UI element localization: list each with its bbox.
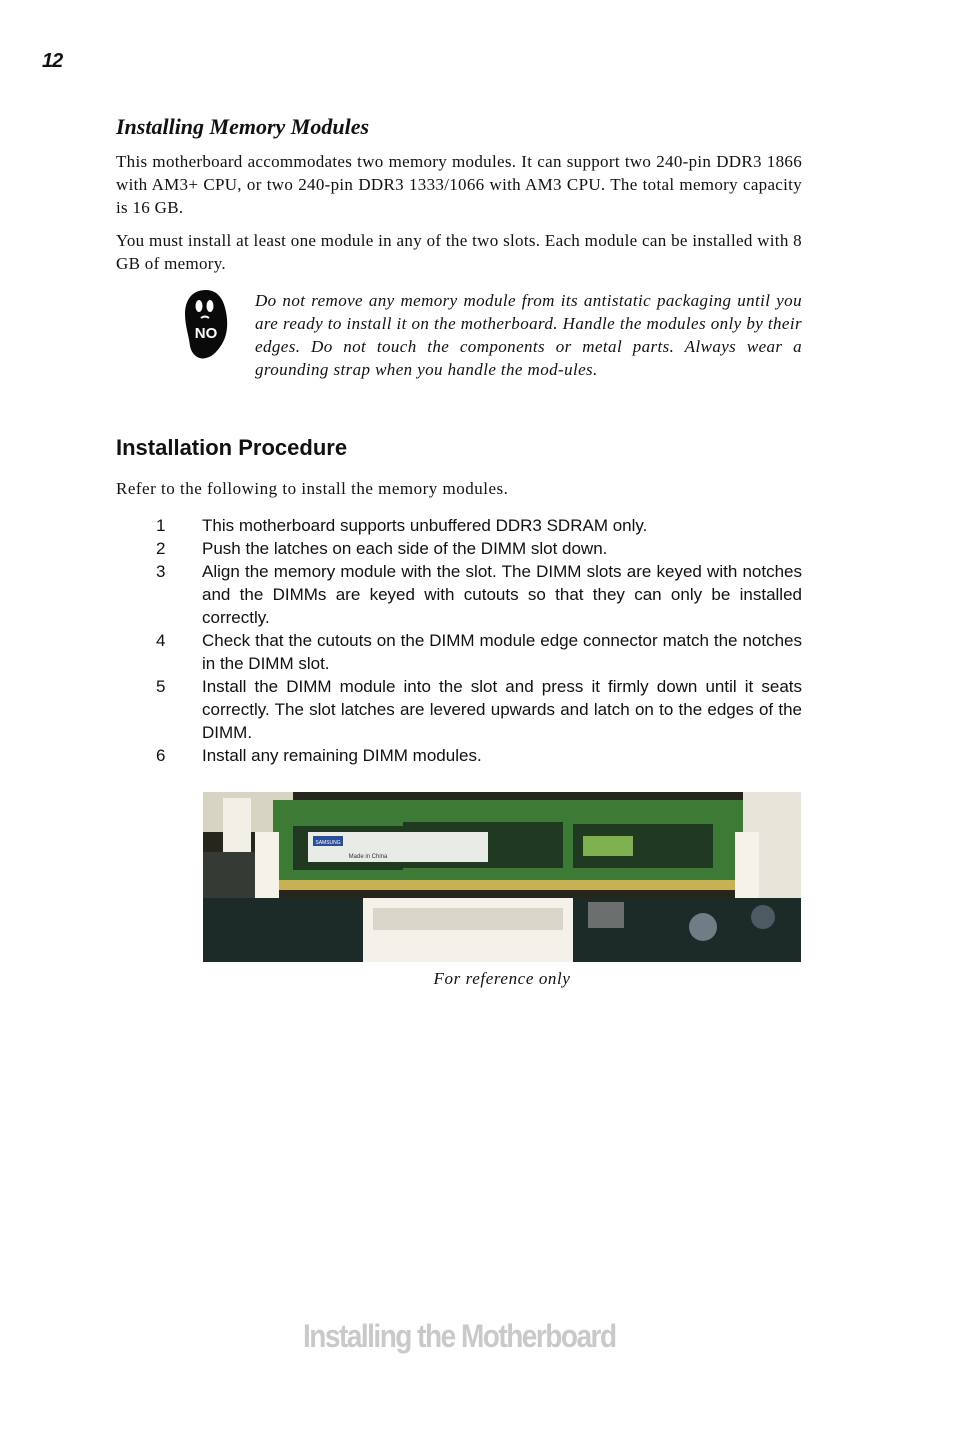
procedure-steps	[156, 514, 802, 767]
chapter-footer: Installing the Motherboard	[303, 1318, 616, 1354]
figure-caption: For reference only	[433, 969, 571, 988]
paragraph-capacity: This motherboard accommodates two memory modules. It can support two 240-pin DDR3 1866 with AM3+ CPU, or two 240-pin DDR3 1333/1066 with AM3 CPU. The total memory capacity is 16 GB.	[116, 152, 802, 217]
svg-text:NO: NO	[194, 325, 218, 342]
step-number: 4	[156, 631, 166, 650]
memory-module-photo	[203, 792, 801, 962]
warning-text: Do not remove any memory module from its antistatic packaging until you are ready to install it on the motherboard. Handle the modules only by their edges. Do not touch the components or metal parts. Always wear a grounding strap when you handle the mod-ules.	[255, 291, 802, 379]
step-number: 6	[156, 746, 166, 765]
section-title: Installing Memory Modules	[116, 114, 370, 139]
step-text: Install any remaining DIMM modules.	[202, 746, 482, 765]
step-text: Push the latches on each side of the DIMM slot down.	[202, 539, 608, 558]
step-number: 1	[156, 516, 166, 535]
paragraph-install-requirement: You must install at least one module in any of the two slots. Each module can be installed with 8 GB of memory.	[116, 231, 802, 273]
step-text: This motherboard supports unbuffered DDR3 SDRAM only.	[202, 516, 648, 535]
list-item	[156, 629, 802, 675]
svg-text:SAMSUNG: SAMSUNG	[315, 840, 341, 846]
list-item	[156, 560, 802, 629]
svg-text:Made in China: Made in China	[348, 854, 388, 860]
procedure-title: Installation Procedure	[116, 435, 348, 460]
procedure-intro: Refer to the following to install the memory modules.	[116, 479, 509, 498]
list-item	[156, 675, 802, 744]
list-item	[156, 514, 802, 537]
step-text: Align the memory module with the slot. The DIMM slots are keyed with notches and the DIMMs are keyed with cutouts so that they can only be installed correctly.	[202, 562, 802, 627]
step-number: 5	[156, 677, 166, 696]
page-number: 12	[42, 50, 63, 72]
step-number: 2	[156, 539, 166, 558]
list-item	[156, 744, 802, 767]
step-text: Check that the cutouts on the DIMM module edge connector match the notches in the DIMM slot.	[202, 631, 802, 673]
list-item	[156, 537, 802, 560]
no-warning-icon	[180, 288, 232, 360]
step-text: Install the DIMM module into the slot and press it firmly down until it seats correctly. The slot latches are levered upwards and latch on to the edges of the DIMM.	[202, 677, 802, 742]
step-number: 3	[156, 562, 166, 581]
